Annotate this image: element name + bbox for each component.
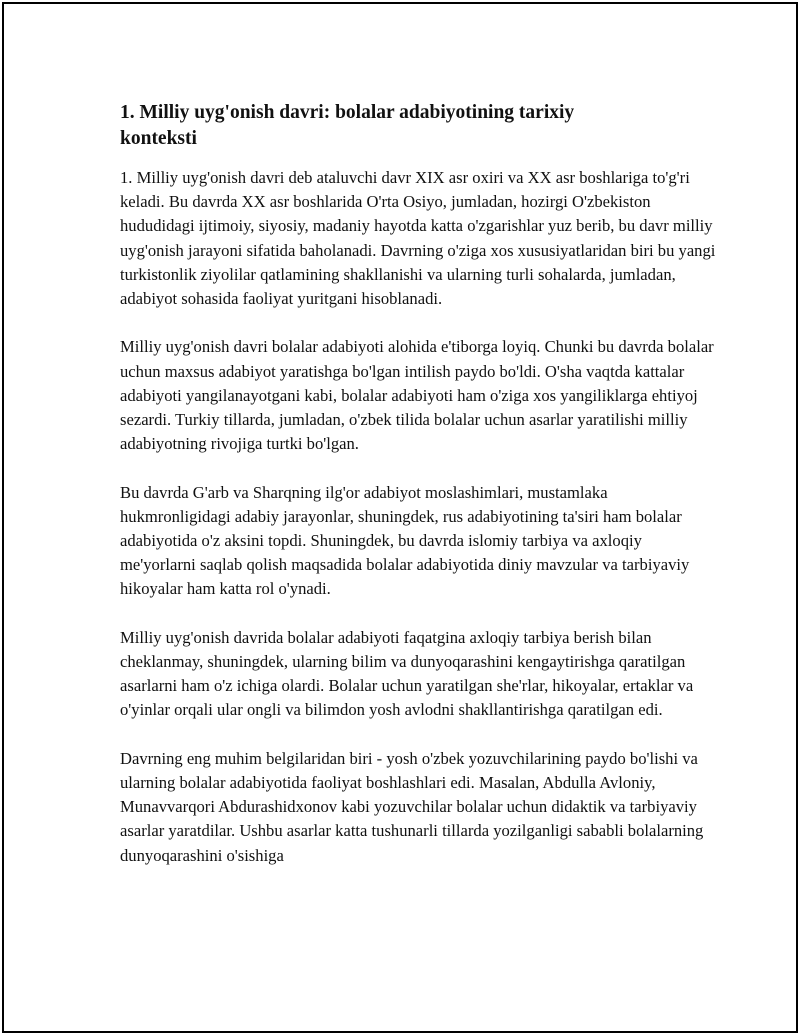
section-heading: 1. Milliy uyg'onish davri: bolalar adabiyotining tarixiy konteksti xyxy=(120,102,575,149)
paragraph-2: Milliy uyg'onish davri bolalar adabiyoti alohida e'tiborga loyiq. Chunki bu davrda bolalar uchun maxsus adabiyot yaratishga bo'lgan intilish paydo bo'ldi. O'sha vaqtda kattalar adabiyoti yangilanayotgani kabi, bolalar adabiyoti ham o'ziga xos yangiliklarga ehtiyoj sezardi. Turkiy tillarda, jumladan, o'zbek tilida bolalar uchun asarlar yaratilishi milliy adabiyotning rivojiga turtki bo'lgan. xyxy=(120,337,714,454)
paragraph-3: Bu davrda G'arb va Sharqning ilg'or adabiyot moslashimlari, mustamlaka hukmronligidagi adabiy jarayonlar, shuningdek, rus adabiyotining ta'siri ham bolalar adabiyotida o'z aksini topdi. Shuningdek, bu davrda islomiy tarbiya va axloqiy me'yorlarni saqlab qolish maqsadida bolalar adabiyotida diniy mavzular va tarbiyaviy hikoyalar ham katta rol o'ynadi. xyxy=(120,482,690,599)
document-page xyxy=(2,2,798,1033)
paragraph-5: Davrning eng muhim belgilaridan biri - yosh o'zbek yozuvchilarining paydo bo'lishi va ularning bolalar adabiyotida faoliyat boshlashlari edi. Masalan, Abdulla Avloniy, Munavvarqori Abdurashidxonov kabi yozuvchilar bolalar uchun didaktik va tarbiyaviy asarlar yaratdilar. Ushbu asarlar katta tushunarli tillarda yozilganligi sababli bolalarning dunyoqarashini o'sishiga xyxy=(120,748,704,865)
document-body xyxy=(120,100,720,868)
paragraph-4: Milliy uyg'onish davrida bolalar adabiyoti faqatgina axloqiy tarbiya berish bilan cheklanmay, shuningdek, ularning bilim va dunyoqarashini kengaytirishga qaratilgan asarlarni ham o'z ichiga olardi. Bolalar uchun yaratilgan she'rlar, hikoyalar, ertaklar va o'yinlar orqali ular ongli va bilimdon yosh avlodni shakllantirishga qaratilgan edi. xyxy=(120,627,694,720)
paragraph-1: 1. Milliy uyg'onish davri deb ataluvchi davr XIX asr oxiri va XX asr boshlariga to'g'ri keladi. Bu davrda XX asr boshlarida O'rta Osiyo, jumladan, hozirgi O'zbekiston hududidagi ijtimoiy, siyosiy, madaniy hayotda katta o'zgarishlar yuz berib, bu davr milliy uyg'onish jarayoni sifatida baholanadi. Davrning o'ziga xos xususiyatlaridan biri bu yangi turkistonlik ziyolilar qatlamining shakllanishi va ularning turli sohalarda, jumladan, adabiyot sohasida faoliyat yuritgani hisoblanadi. xyxy=(120,168,716,309)
